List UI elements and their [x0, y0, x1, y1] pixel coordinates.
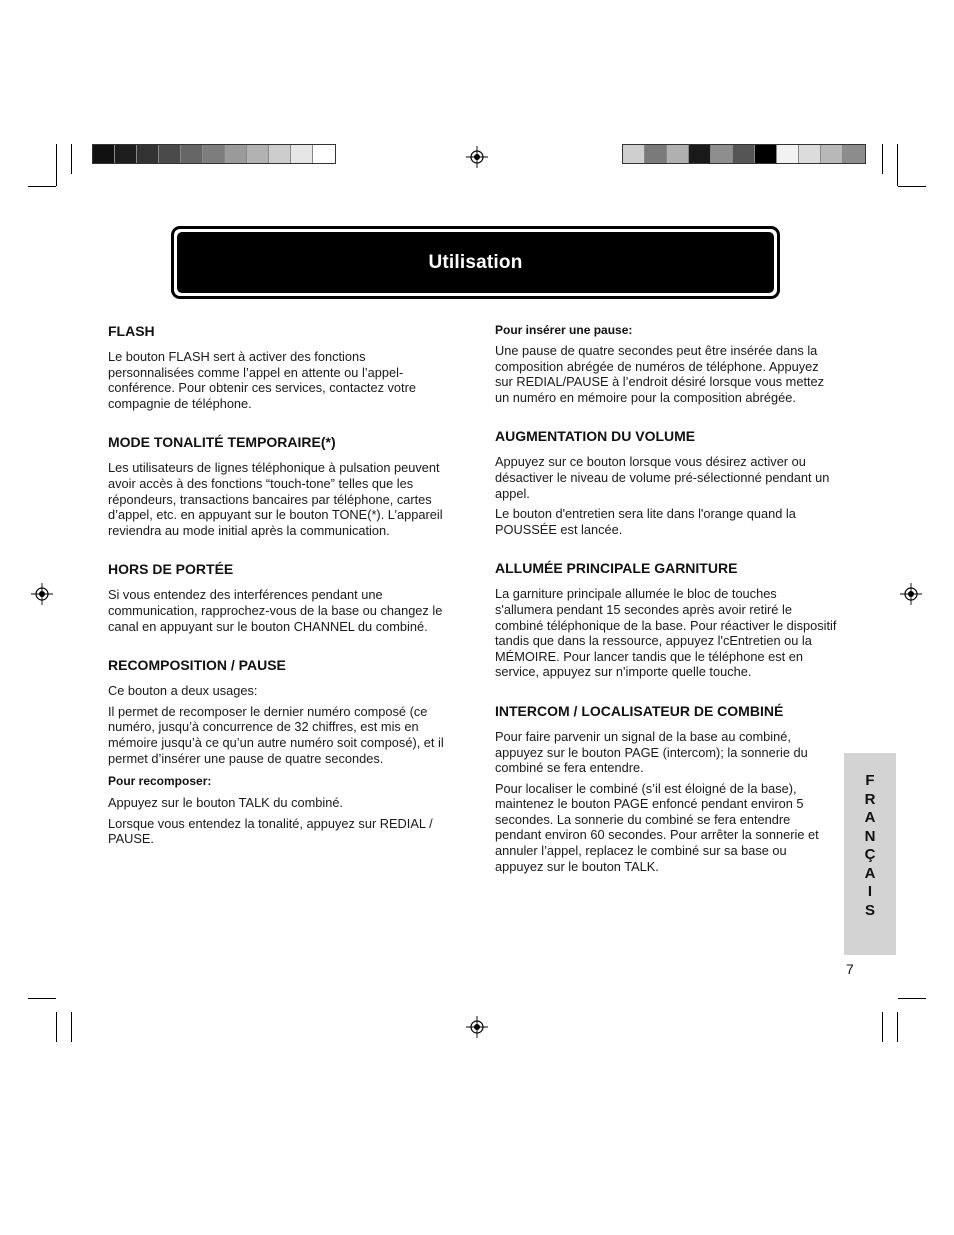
crop-mark — [898, 186, 926, 187]
color-swatch — [667, 145, 689, 163]
crop-mark — [71, 144, 72, 174]
color-swatch — [843, 145, 865, 163]
color-swatch — [777, 145, 799, 163]
crop-mark — [28, 998, 56, 999]
section-heading: HORS DE PORTÉE — [108, 561, 234, 578]
body-text: Ce bouton a deux usages: — [108, 683, 258, 699]
body-text: Appuyez sur ce bouton lorsque vous désirez activer ou désactiver le niveau de volume pré-sélectionné pendant un appel. — [495, 454, 830, 501]
color-swatch — [821, 145, 843, 163]
section-pause — [495, 322, 837, 405]
section-trim — [495, 559, 837, 680]
section-banner-fill — [177, 232, 774, 293]
body-text: La garniture principale allumée le bloc de touches s'allumera pendant 15 secondes après avoir retiré le combiné téléphonique de la base. Pour réactiver le dispositif tandis que dans la ressource, appuyez l'cEntretien ou la MÉMOIRE. Pour lancer tandis que le téléphone est en service, appuyez sur n'importe quelle touche. — [495, 586, 837, 680]
section-heading: FLASH — [108, 323, 155, 339]
color-swatch — [755, 145, 777, 163]
color-swatch — [645, 145, 667, 163]
language-tab — [844, 753, 896, 955]
page-title: Utilisation — [428, 251, 523, 273]
registration-mark-icon — [900, 583, 922, 605]
crop-mark — [898, 998, 926, 999]
section-volume — [495, 427, 837, 537]
color-swatch — [137, 145, 159, 163]
crop-mark — [28, 186, 56, 187]
color-swatch — [203, 145, 225, 163]
color-swatch — [689, 145, 711, 163]
tab-letter: Ç — [864, 846, 876, 863]
body-text: Pour faire parvenir un signal de la base au combiné, appuyez sur le bouton PAGE (intercom); la sonnerie du combiné se fera entendre. — [495, 728, 808, 776]
color-swatch — [93, 145, 115, 163]
color-strip-right — [622, 144, 866, 164]
crop-mark — [882, 144, 883, 174]
section-heading: INTERCOM / LOCALISATEUR DE COMBINÉ — [495, 702, 784, 719]
crop-mark — [897, 144, 898, 186]
tab-letter: A — [864, 809, 876, 826]
color-swatch — [115, 145, 137, 163]
section-tone — [108, 433, 444, 538]
page-number: 7 — [846, 961, 854, 977]
color-swatch — [247, 145, 269, 163]
body-text: Si vous entendez des interférences pendant une communication, rapprochez-vous de la base ou changez le canal en appuyant sur le bouton CHANNEL du combiné. — [108, 587, 443, 634]
crop-mark — [71, 1012, 72, 1042]
section-heading: RECOMPOSITION / PAUSE — [108, 657, 286, 674]
body-text: Lorsque vous entendez la tonalité, appuyez sur REDIAL / PAUSE. — [108, 815, 433, 847]
color-swatch — [269, 145, 291, 163]
registration-mark-icon — [466, 146, 488, 168]
color-swatch — [799, 145, 821, 163]
section-range — [108, 560, 444, 634]
color-swatch — [225, 145, 247, 163]
section-heading: MODE TONALITÉ TEMPORAIRE(*) — [108, 434, 336, 451]
body-text: Pour localiser le combiné (s’il est éloigné de la base), maintenez le bouton PAGE enfoncé pendant environ 5 secondes. La sonnerie du combiné se fera entendre pendant environ 60 secondes. Pour arrêter la sonnerie et annuler l’appel, replacez le combiné sur sa base ou appuyez sur le bouton TALK. — [495, 780, 819, 874]
registration-mark-icon — [31, 583, 53, 605]
body-text: Appuyez sur le bouton TALK du combiné. — [108, 795, 343, 811]
color-strip-left — [92, 144, 336, 164]
section-heading: ALLUMÉE PRINCIPALE GARNITURE — [495, 560, 738, 577]
tab-letter: F — [865, 772, 875, 789]
body-text: Il permet de recomposer le dernier numéro composé (ce numéro, jusqu’à concurrence de 32 chiffres, est mis en mémoire jusqu’à ce qu’un autre numéro soit composé), et il permet d’insérer une pause de quatre secondes. — [108, 703, 444, 766]
body-text: Le bouton d'entretien sera lite dans l'orange quand la POUSSÉE est lancée. — [495, 506, 796, 537]
crop-mark — [882, 1012, 883, 1042]
section-redial — [108, 656, 444, 847]
section-intercom — [495, 702, 837, 874]
tab-letter: S — [864, 901, 875, 919]
color-swatch — [711, 145, 733, 163]
tab-letter: I — [867, 883, 873, 900]
sub-heading: Pour recomposer: — [108, 774, 212, 789]
color-swatch — [181, 145, 203, 163]
tab-letter: A — [864, 864, 876, 882]
body-text: Les utilisateurs de lignes téléphonique à pulsation peuvent avoir accès à des fonctions “touch-tone” telles que les répondeurs, transactions bancaires par téléphone, cartes d’appel, etc. en appuyant sur le bouton TONE(*). L’appareil reviendra au mode initial après la communication. — [108, 460, 443, 538]
registration-mark-icon — [466, 1016, 488, 1038]
crop-mark — [897, 1012, 898, 1042]
section-heading: AUGMENTATION DU VOLUME — [495, 428, 696, 445]
tab-letter: N — [864, 827, 876, 845]
sub-heading: Pour insérer une pause: — [495, 323, 633, 337]
color-swatch — [291, 145, 313, 163]
color-swatch — [623, 145, 645, 163]
section-banner — [171, 226, 780, 299]
right-column — [495, 322, 837, 896]
color-swatch — [159, 145, 181, 163]
left-column — [108, 322, 444, 869]
section-flash — [108, 322, 444, 411]
color-swatch — [733, 145, 755, 163]
crop-mark — [56, 1012, 57, 1042]
tab-letter: R — [864, 790, 876, 808]
body-text: Une pause de quatre secondes peut être insérée dans la composition abrégée de numéros de téléphone. Appuyez sur REDIAL/PAUSE à l’endroit désiré lorsque vous mettez un numéro en mémoire pour la composition abrégée. — [495, 343, 825, 405]
crop-mark — [56, 144, 57, 186]
body-text: Le bouton FLASH sert à activer des fonctions personnalisées comme l’appel en attente ou l’appel-conférence. Pour obtenir ces services, contactez votre compagnie de téléphone. — [108, 349, 416, 411]
color-swatch — [313, 145, 335, 163]
